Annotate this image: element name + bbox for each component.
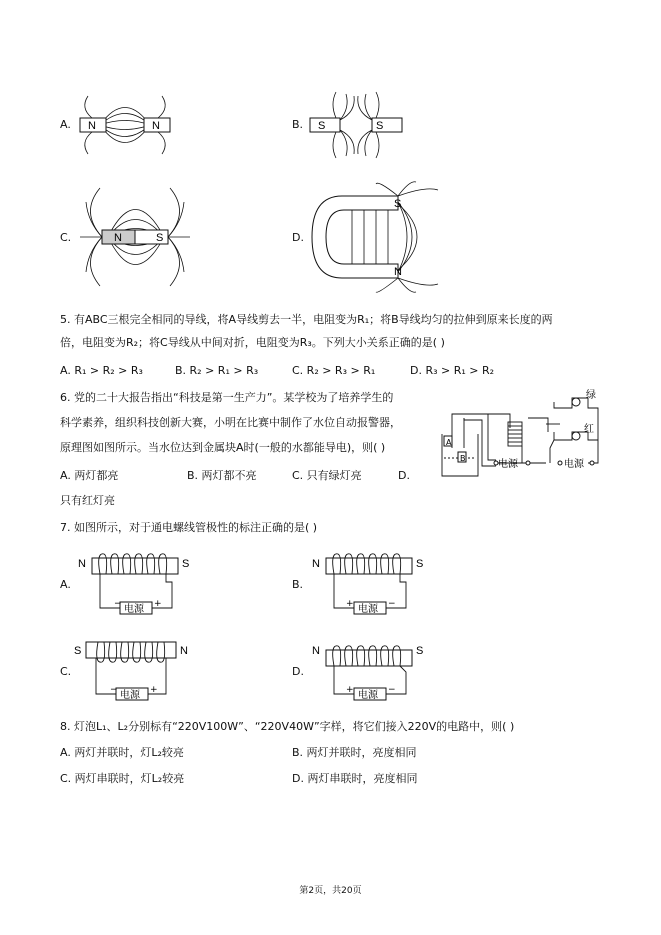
q4-option-d: D.: [292, 231, 304, 244]
q6-block-a: A: [446, 438, 452, 447]
q6-red-label: 红: [584, 424, 594, 435]
q7a-power: 电源: [124, 604, 144, 615]
q4-figure-b: [306, 88, 406, 158]
q4c-left-pole: N: [114, 232, 122, 244]
q8-option-a: A. 两灯并联时，灯L₂较亮: [60, 746, 184, 759]
q5-option-d: D. R₃ > R₁ > R₂: [410, 364, 495, 377]
q4c-right-pole: S: [156, 232, 164, 244]
q4d-bottom-pole: N: [394, 266, 402, 278]
q7a-left-pole: N: [78, 558, 86, 570]
q4-option-a: A.: [60, 118, 71, 131]
q6-power-2: 电源: [564, 459, 584, 470]
q6-option-d-text: 只有红灯亮: [60, 494, 115, 507]
q7-option-a: A.: [60, 578, 71, 591]
q5-option-b: B. R₂ > R₁ > R₃: [175, 364, 259, 377]
q6-stem-line3: 原理图如图所示。当水位达到金属块A时(一般的水都能导电)，则( ): [60, 441, 386, 454]
q6-green-label: 绿: [586, 390, 596, 401]
q4d-top-pole: S: [394, 198, 402, 210]
q7b-minus: −: [388, 599, 396, 609]
q7c-power: 电源: [120, 690, 140, 701]
q6-option-c: C. 只有绿灯亮: [292, 469, 362, 482]
q7b-plus: +: [346, 599, 354, 609]
q4a-right-pole: N: [152, 120, 160, 132]
q7c-plus: +: [150, 685, 158, 695]
q6-power-1: 电源: [498, 459, 518, 470]
q7d-left-pole: N: [312, 645, 320, 657]
q7c-minus: −: [110, 685, 118, 695]
q4b-left-pole: S: [318, 120, 326, 132]
q7d-plus: +: [346, 685, 354, 695]
q4a-left-pole: N: [88, 120, 96, 132]
q4-figure-c: [80, 182, 190, 292]
q5-option-c: C. R₂ > R₃ > R₁: [292, 364, 376, 377]
q7-stem: 7. 如图所示，对于通电螺线管极性的标注正确的是( ): [60, 521, 318, 534]
q7-option-c: C.: [60, 665, 72, 678]
q7c-right-pole: N: [180, 645, 188, 657]
q5-stem-line1: 5. 有ABC三根完全相同的导线，将A导线剪去一半，电阻变为R₁；将B导线均匀的拉伸到原来长度的两: [60, 313, 553, 326]
q7d-right-pole: S: [416, 645, 424, 657]
q7-figure-a: [72, 548, 192, 618]
q4-option-b: B.: [292, 118, 304, 131]
q6-stem-line2: 科学素养，组织科技创新大赛，小明在比赛中制作了水位自动报警器，: [60, 416, 401, 429]
q7b-right-pole: S: [416, 558, 424, 570]
q6-block-b: B: [460, 454, 466, 463]
q7a-minus: −: [114, 599, 122, 609]
q7-option-b: B.: [292, 578, 304, 591]
q7-figure-d: [306, 632, 426, 706]
q6-option-b: B. 两灯都不亮: [187, 469, 257, 482]
page-footer: 第2页，共20页: [299, 886, 362, 896]
q4b-right-pole: S: [376, 120, 384, 132]
q4-figure-a: [70, 88, 180, 158]
q7a-right-pole: S: [182, 558, 190, 570]
q7c-left-pole: S: [74, 645, 82, 657]
q6-option-a: A. 两灯都亮: [60, 469, 119, 482]
q5-stem-line2: 倍，电阻变为R₂；将C导线从中间对折，电阻变为R₃。下列大小关系正确的是( ): [60, 336, 445, 349]
q6-stem-line1: 6. 党的二十大报告指出“科技是第一生产力”。某学校为了培养学生的: [60, 391, 394, 404]
q7-figure-b: [306, 548, 426, 618]
q7-figure-c: [72, 632, 192, 706]
q7d-minus: −: [388, 685, 396, 695]
q8-option-d: D. 两灯串联时，亮度相同: [292, 772, 418, 785]
q6-alarm-circuit: [438, 388, 608, 484]
q8-option-b: B. 两灯并联时，亮度相同: [292, 746, 417, 759]
q7b-left-pole: N: [312, 558, 320, 570]
q7d-power: 电源: [358, 690, 378, 701]
q6-option-d: D.: [398, 469, 410, 482]
q5-option-a: A. R₁ > R₂ > R₃: [60, 364, 143, 377]
q4-figure-d: [306, 180, 446, 294]
q7-option-d: D.: [292, 665, 304, 678]
q7b-power: 电源: [358, 604, 378, 615]
q4-option-c: C.: [60, 231, 72, 244]
q8-stem: 8. 灯泡L₁、L₂分别标有“220V100W”、“220V40W”字样，将它们接入220V的电路中，则( ): [60, 720, 515, 733]
q7a-plus: +: [154, 599, 162, 609]
q8-option-c: C. 两灯串联时，灯L₂较亮: [60, 772, 185, 785]
